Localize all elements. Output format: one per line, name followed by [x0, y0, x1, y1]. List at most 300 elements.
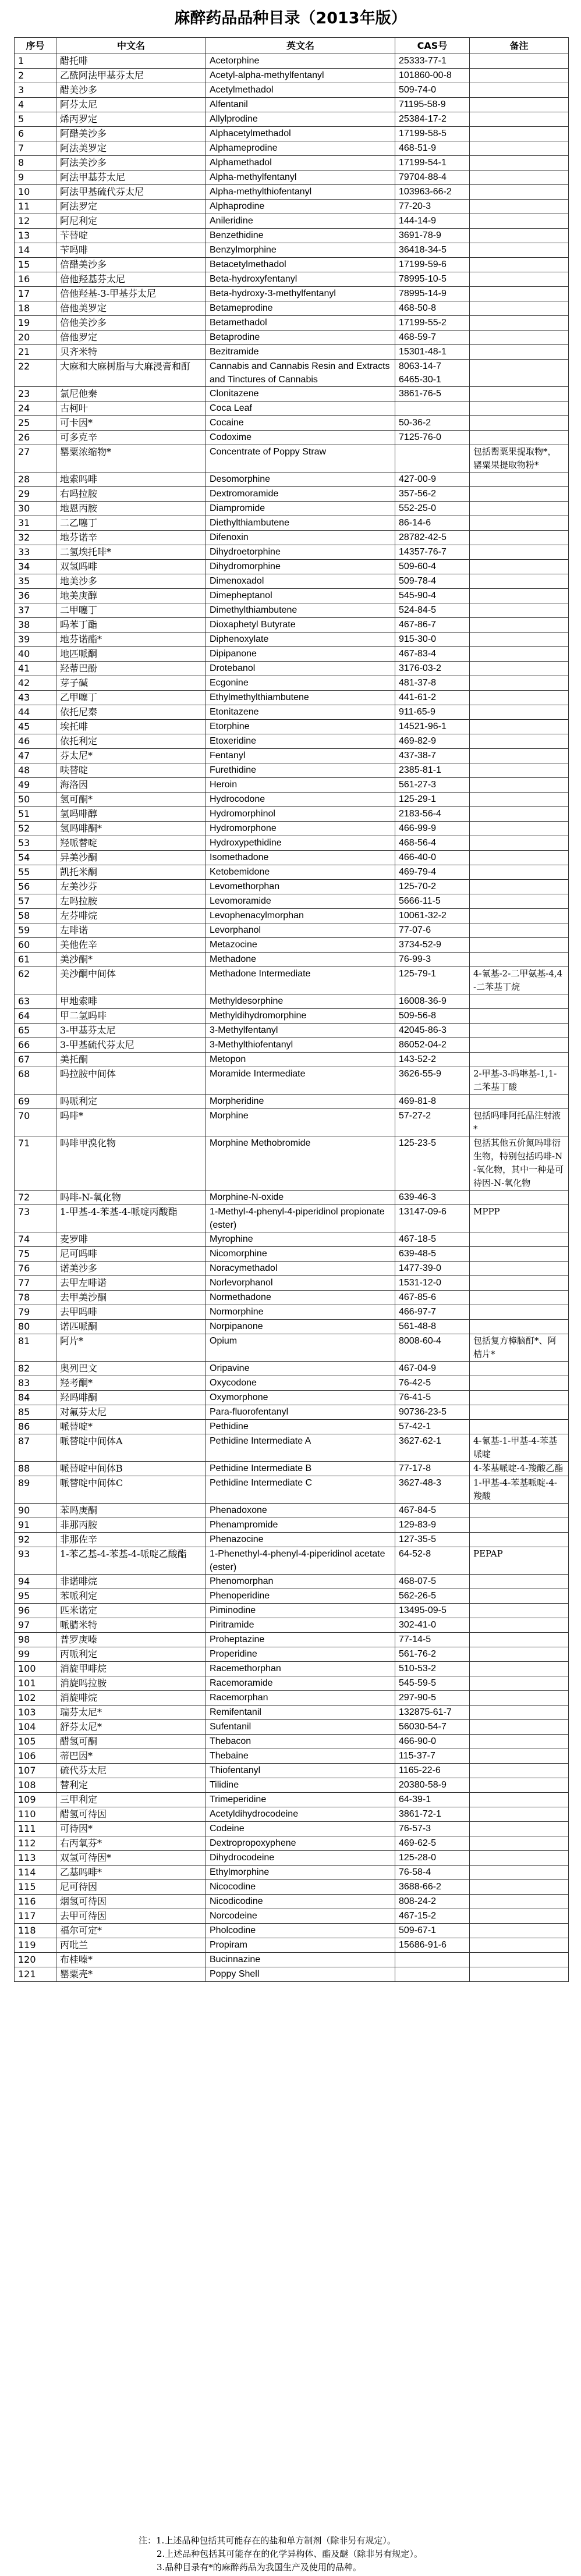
- row-remarks: [470, 1291, 569, 1305]
- row-remarks: [470, 416, 569, 431]
- row-cas: 302-41-0: [395, 1618, 470, 1633]
- footnote-3: 3.品种目录有*的麻醉药品为我国生产及使用的品种。: [157, 2562, 362, 2573]
- row-english-name: 1-Methyl-4-phenyl-4-piperidinol propionate (ester): [206, 1205, 395, 1232]
- row-serial: 86: [15, 1420, 56, 1434]
- table-row: [15, 633, 569, 647]
- table-row: [15, 360, 569, 387]
- row-remarks: [470, 301, 569, 316]
- row-cas: 76-58-4: [395, 1866, 470, 1880]
- row-chinese-name: 哌替啶中间体A: [56, 1434, 206, 1462]
- row-serial: 109: [15, 1793, 56, 1807]
- row-remarks: [470, 1362, 569, 1376]
- table-row: [15, 416, 569, 431]
- table-row: [15, 691, 569, 705]
- row-english-name: Etorphine: [206, 720, 395, 734]
- row-english-name: Phenadoxone: [206, 1504, 395, 1518]
- row-cas: 911-65-9: [395, 705, 470, 720]
- row-cas: 57-27-2: [395, 1109, 470, 1136]
- row-remarks: [470, 1305, 569, 1320]
- row-chinese-name: 尼可待因: [56, 1880, 206, 1895]
- row-chinese-name: 消旋吗拉胺: [56, 1676, 206, 1691]
- row-cas: 468-50-8: [395, 301, 470, 316]
- row-remarks: [470, 360, 569, 387]
- table-row: [15, 545, 569, 560]
- row-chinese-name: 阿醋美沙多: [56, 127, 206, 141]
- row-remarks: [470, 1589, 569, 1604]
- table-row: [15, 560, 569, 574]
- footnote-1: 注：1.上述品种包括其可能存在的盐和单方制剂（除非另有规定）。: [139, 2535, 396, 2546]
- row-cas: 50-36-2: [395, 416, 470, 431]
- row-chinese-name: 美托酮: [56, 1053, 206, 1067]
- row-remarks: [470, 851, 569, 865]
- row-serial: 16: [15, 272, 56, 287]
- row-serial: 30: [15, 502, 56, 516]
- row-remarks: [470, 127, 569, 141]
- row-serial: 22: [15, 360, 56, 387]
- row-remarks: [470, 574, 569, 589]
- row-chinese-name: 美沙酮*: [56, 953, 206, 967]
- row-remarks: [470, 923, 569, 938]
- row-chinese-name: 阿片*: [56, 1334, 206, 1362]
- row-serial: 114: [15, 1866, 56, 1880]
- table-row: [15, 1749, 569, 1764]
- row-serial: 11: [15, 200, 56, 214]
- row-english-name: Oxymorphone: [206, 1391, 395, 1405]
- row-english-name: Piminodine: [206, 1604, 395, 1618]
- row-english-name: Codeine: [206, 1822, 395, 1836]
- table-row: [15, 749, 569, 763]
- row-remarks: [470, 1024, 569, 1038]
- row-cas: 90736-23-5: [395, 1405, 470, 1420]
- row-cas: 20380-58-9: [395, 1778, 470, 1793]
- row-serial: 111: [15, 1822, 56, 1836]
- row-english-name: Alfentanil: [206, 98, 395, 112]
- row-english-name: Betameprodine: [206, 301, 395, 316]
- row-cas: 77-17-8: [395, 1462, 470, 1476]
- row-chinese-name: 吗啡*: [56, 1109, 206, 1136]
- row-serial: 66: [15, 1038, 56, 1053]
- row-serial: 100: [15, 1662, 56, 1676]
- row-english-name: Tilidine: [206, 1778, 395, 1793]
- row-english-name: Phenomorphan: [206, 1575, 395, 1589]
- row-cas: 561-48-8: [395, 1320, 470, 1334]
- row-serial: 65: [15, 1024, 56, 1038]
- row-chinese-name: 非那佐辛: [56, 1533, 206, 1547]
- row-cas: 125-79-1: [395, 967, 470, 994]
- table-row: [15, 1720, 569, 1735]
- table-row: [15, 1009, 569, 1024]
- row-cas: 3627-62-1: [395, 1434, 470, 1462]
- row-cas: [395, 1953, 470, 1967]
- row-remarks: [470, 1735, 569, 1749]
- table-row: [15, 472, 569, 487]
- row-chinese-name: 乙酰阿法甲基芬太尼: [56, 69, 206, 83]
- row-remarks: [470, 1009, 569, 1024]
- row-serial: 43: [15, 691, 56, 705]
- row-cas: 469-62-5: [395, 1836, 470, 1851]
- row-chinese-name: 哌替啶中间体C: [56, 1476, 206, 1504]
- row-remarks: [470, 633, 569, 647]
- row-remarks: [470, 1232, 569, 1247]
- row-serial: 80: [15, 1320, 56, 1334]
- row-remarks: [470, 1038, 569, 1053]
- row-chinese-name: 二氢埃托啡*: [56, 545, 206, 560]
- row-cas: 77-07-6: [395, 923, 470, 938]
- row-cas: 510-53-2: [395, 1662, 470, 1676]
- row-serial: 37: [15, 603, 56, 618]
- row-cas: 3861-72-1: [395, 1807, 470, 1822]
- row-english-name: Alpha-methylfentanyl: [206, 170, 395, 185]
- table-row: [15, 127, 569, 141]
- table-row: [15, 923, 569, 938]
- row-serial: 12: [15, 214, 56, 229]
- row-cas: 103963-66-2: [395, 185, 470, 200]
- row-cas: 467-83-4: [395, 647, 470, 662]
- row-serial: 32: [15, 531, 56, 545]
- row-english-name: Dipipanone: [206, 647, 395, 662]
- table-row: [15, 214, 569, 229]
- table-row: [15, 1504, 569, 1518]
- row-chinese-name: 倍他罗定: [56, 331, 206, 345]
- table-row: [15, 967, 569, 994]
- table-row: [15, 487, 569, 502]
- table-row: [15, 1575, 569, 1589]
- row-chinese-name: 去甲可待因: [56, 1909, 206, 1924]
- row-chinese-name: 倍他美沙多: [56, 316, 206, 331]
- row-english-name: Phenazocine: [206, 1533, 395, 1547]
- row-remarks: [470, 1533, 569, 1547]
- row-chinese-name: 地芬诺酯*: [56, 633, 206, 647]
- row-cas: 42045-86-3: [395, 1024, 470, 1038]
- table-row: [15, 1305, 569, 1320]
- row-cas: 76-42-5: [395, 1376, 470, 1391]
- row-cas: 3626-55-9: [395, 1067, 470, 1095]
- row-serial: 25: [15, 416, 56, 431]
- table-row: [15, 720, 569, 734]
- row-cas: 481-37-8: [395, 676, 470, 691]
- row-chinese-name: 普罗庚嗪: [56, 1633, 206, 1647]
- row-english-name: Morpheridine: [206, 1095, 395, 1109]
- row-serial: 50: [15, 793, 56, 807]
- row-english-name: Para-fluorofentanyl: [206, 1405, 395, 1420]
- row-chinese-name: 双氢可待因*: [56, 1851, 206, 1866]
- row-chinese-name: 双氢吗啡: [56, 560, 206, 574]
- table-row: [15, 778, 569, 793]
- header-serial: 序号: [15, 38, 56, 54]
- row-english-name: Hydroxypethidine: [206, 836, 395, 851]
- row-remarks: [470, 734, 569, 749]
- row-cas: 1477-39-0: [395, 1262, 470, 1276]
- table-row: [15, 431, 569, 445]
- row-serial: 35: [15, 574, 56, 589]
- row-remarks: 4-氰基-1-甲基-4-苯基哌啶: [470, 1434, 569, 1462]
- row-cas: 808-24-2: [395, 1895, 470, 1909]
- row-english-name: Alphaprodine: [206, 200, 395, 214]
- row-english-name: Desomorphine: [206, 472, 395, 487]
- row-english-name: Anileridine: [206, 214, 395, 229]
- row-remarks: [470, 1420, 569, 1434]
- row-cas: 7125-76-0: [395, 431, 470, 445]
- table-row: [15, 1420, 569, 1434]
- row-serial: 7: [15, 141, 56, 156]
- row-serial: 54: [15, 851, 56, 865]
- row-serial: 95: [15, 1589, 56, 1604]
- row-remarks: [470, 472, 569, 487]
- row-serial: 72: [15, 1191, 56, 1205]
- row-cas: 552-25-0: [395, 502, 470, 516]
- row-remarks: [470, 1778, 569, 1793]
- row-english-name: Thebacon: [206, 1735, 395, 1749]
- table-row: [15, 531, 569, 545]
- row-serial: 13: [15, 229, 56, 243]
- table-row: [15, 1662, 569, 1676]
- table-row: [15, 1533, 569, 1547]
- row-cas: 14521-96-1: [395, 720, 470, 734]
- row-english-name: Properidine: [206, 1647, 395, 1662]
- row-cas: 86052-04-2: [395, 1038, 470, 1053]
- row-cas: 3627-48-3: [395, 1476, 470, 1504]
- row-chinese-name: 非诺啡烷: [56, 1575, 206, 1589]
- table-row: [15, 516, 569, 531]
- row-english-name: Pethidine Intermediate A: [206, 1434, 395, 1462]
- row-cas: 3688-66-2: [395, 1880, 470, 1895]
- row-remarks: [470, 531, 569, 545]
- row-remarks: 包括吗啡阿托品注射液*: [470, 1109, 569, 1136]
- footnote-2: 2.上述品种包括其可能存在的化学异构体、酯及醚（除非另有规定）。: [157, 2549, 423, 2559]
- row-serial: 79: [15, 1305, 56, 1320]
- table-row: [15, 589, 569, 603]
- row-remarks: 包括罂粟果提取物*，罂粟果提取物粉*: [470, 445, 569, 472]
- row-english-name: Diampromide: [206, 502, 395, 516]
- row-remarks: [470, 1633, 569, 1647]
- row-remarks: 1-甲基-4-苯基哌啶-4-羧酸: [470, 1476, 569, 1504]
- table-row: [15, 953, 569, 967]
- row-english-name: 3-Methylfentanyl: [206, 1024, 395, 1038]
- table-row: [15, 1232, 569, 1247]
- row-cas: 466-99-9: [395, 822, 470, 836]
- row-english-name: Ecgonine: [206, 676, 395, 691]
- row-remarks: [470, 807, 569, 822]
- row-serial: 120: [15, 1953, 56, 1967]
- row-serial: 108: [15, 1778, 56, 1793]
- row-chinese-name: 乙基吗啡*: [56, 1866, 206, 1880]
- row-cas: 5666-11-5: [395, 894, 470, 909]
- row-serial: 87: [15, 1434, 56, 1462]
- row-serial: 116: [15, 1895, 56, 1909]
- row-english-name: Heroin: [206, 778, 395, 793]
- table-row: [15, 1291, 569, 1305]
- row-english-name: Levomethorphan: [206, 880, 395, 894]
- table-row: [15, 1967, 569, 1982]
- table-row: [15, 1866, 569, 1880]
- row-english-name: Ethylmethylthiambutene: [206, 691, 395, 705]
- row-remarks: [470, 1518, 569, 1533]
- row-chinese-name: 醋美沙多: [56, 83, 206, 98]
- row-english-name: Racemethorphan: [206, 1662, 395, 1676]
- row-serial: 28: [15, 472, 56, 487]
- row-english-name: Methadone Intermediate: [206, 967, 395, 994]
- row-chinese-name: 乙甲噻丁: [56, 691, 206, 705]
- row-serial: 57: [15, 894, 56, 909]
- row-remarks: [470, 1191, 569, 1205]
- row-english-name: Benzylmorphine: [206, 243, 395, 258]
- row-english-name: Hydromorphone: [206, 822, 395, 836]
- row-remarks: [470, 1391, 569, 1405]
- table-row: [15, 301, 569, 316]
- row-remarks: [470, 431, 569, 445]
- row-remarks: [470, 1909, 569, 1924]
- row-chinese-name: 美他佐辛: [56, 938, 206, 953]
- row-cas: 545-59-5: [395, 1676, 470, 1691]
- row-remarks: [470, 1320, 569, 1334]
- row-remarks: [470, 1866, 569, 1880]
- row-chinese-name: 倍他美罗定: [56, 301, 206, 316]
- row-chinese-name: 羟蒂巴酚: [56, 662, 206, 676]
- row-chinese-name: 贝齐米特: [56, 345, 206, 360]
- header-english-name: 英文名: [206, 38, 395, 54]
- row-remarks: [470, 691, 569, 705]
- row-cas: 468-51-9: [395, 141, 470, 156]
- row-serial: 106: [15, 1749, 56, 1764]
- row-cas: 466-90-0: [395, 1735, 470, 1749]
- row-cas: 28782-42-5: [395, 531, 470, 545]
- row-english-name: 1-Phenethyl-4-phenyl-4-piperidinol acetate (ester): [206, 1547, 395, 1575]
- row-serial: 3: [15, 83, 56, 98]
- row-remarks: [470, 1662, 569, 1676]
- row-remarks: [470, 258, 569, 272]
- row-cas: 77-20-3: [395, 200, 470, 214]
- row-cas: 15301-48-1: [395, 345, 470, 360]
- row-chinese-name: 阿法甲基芬太尼: [56, 170, 206, 185]
- table-row: [15, 170, 569, 185]
- row-chinese-name: 烟氢可待因: [56, 1895, 206, 1909]
- row-chinese-name: 尼可吗啡: [56, 1247, 206, 1262]
- table-row: [15, 1053, 569, 1067]
- row-cas: 77-14-5: [395, 1633, 470, 1647]
- row-chinese-name: 地芬诺辛: [56, 531, 206, 545]
- row-chinese-name: 奥列巴文: [56, 1362, 206, 1376]
- row-remarks: [470, 1706, 569, 1720]
- row-english-name: Acetyl-alpha-methylfentanyl: [206, 69, 395, 83]
- row-remarks: [470, 1618, 569, 1633]
- row-remarks: [470, 763, 569, 778]
- row-serial: 58: [15, 909, 56, 923]
- row-serial: 24: [15, 401, 56, 416]
- table-row: [15, 1836, 569, 1851]
- row-remarks: [470, 287, 569, 301]
- row-chinese-name: 哌替啶中间体B: [56, 1462, 206, 1476]
- row-serial: 68: [15, 1067, 56, 1095]
- table-row: [15, 1038, 569, 1053]
- row-chinese-name: 埃托啡: [56, 720, 206, 734]
- row-serial: 6: [15, 127, 56, 141]
- row-serial: 71: [15, 1136, 56, 1191]
- row-chinese-name: 左啡诺: [56, 923, 206, 938]
- row-chinese-name: 异美沙酮: [56, 851, 206, 865]
- row-chinese-name: 1-甲基-4-苯基-4-哌啶丙酸酯: [56, 1205, 206, 1232]
- table-row: [15, 1109, 569, 1136]
- row-cas: 125-29-1: [395, 793, 470, 807]
- row-chinese-name: 甲二氢吗啡: [56, 1009, 206, 1024]
- row-cas: 437-38-7: [395, 749, 470, 763]
- table-row: [15, 1276, 569, 1291]
- row-chinese-name: 二甲噻丁: [56, 603, 206, 618]
- row-remarks: [470, 545, 569, 560]
- row-serial: 23: [15, 387, 56, 401]
- row-english-name: Myrophine: [206, 1232, 395, 1247]
- row-english-name: Alphacetylmethadol: [206, 127, 395, 141]
- row-remarks: [470, 1822, 569, 1836]
- row-chinese-name: 依托尼秦: [56, 705, 206, 720]
- row-chinese-name: 羟考酮*: [56, 1376, 206, 1391]
- row-serial: 41: [15, 662, 56, 676]
- row-chinese-name: 醋氢可酮: [56, 1735, 206, 1749]
- row-chinese-name: 去甲左啡诺: [56, 1276, 206, 1291]
- row-remarks: 4-苯基哌啶-4-羧酸乙酯: [470, 1462, 569, 1476]
- row-cas: 468-07-5: [395, 1575, 470, 1589]
- row-serial: 75: [15, 1247, 56, 1262]
- table-row: [15, 618, 569, 633]
- row-chinese-name: 苯哌利定: [56, 1589, 206, 1604]
- row-english-name: Acetylmethadol: [206, 83, 395, 98]
- row-remarks: [470, 865, 569, 880]
- row-english-name: Ethylmorphine: [206, 1866, 395, 1880]
- row-cas: 13495-09-5: [395, 1604, 470, 1618]
- row-cas: 357-56-2: [395, 487, 470, 502]
- row-cas: 57-42-1: [395, 1420, 470, 1434]
- row-remarks: [470, 502, 569, 516]
- row-remarks: [470, 749, 569, 763]
- row-remarks: [470, 1095, 569, 1109]
- row-english-name: Metopon: [206, 1053, 395, 1067]
- row-english-name: Furethidine: [206, 763, 395, 778]
- row-remarks: [470, 778, 569, 793]
- row-english-name: Cocaine: [206, 416, 395, 431]
- row-chinese-name: 哌替啶*: [56, 1420, 206, 1434]
- row-remarks: [470, 1504, 569, 1518]
- row-remarks: [470, 401, 569, 416]
- row-cas: 10061-32-2: [395, 909, 470, 923]
- row-serial: 103: [15, 1706, 56, 1720]
- row-chinese-name: 左芬啡烷: [56, 909, 206, 923]
- row-english-name: Beta-hydroxy-3-methylfentanyl: [206, 287, 395, 301]
- row-serial: 59: [15, 923, 56, 938]
- row-remarks: [470, 516, 569, 531]
- row-chinese-name: 阿法罗定: [56, 200, 206, 214]
- row-remarks: [470, 1247, 569, 1262]
- row-english-name: Dextropropoxyphene: [206, 1836, 395, 1851]
- row-english-name: Concentrate of Poppy Straw: [206, 445, 395, 472]
- row-chinese-name: 烯丙罗定: [56, 112, 206, 127]
- row-remarks: [470, 836, 569, 851]
- row-remarks: [470, 994, 569, 1009]
- row-serial: 61: [15, 953, 56, 967]
- table-row: [15, 1391, 569, 1405]
- row-remarks: [470, 229, 569, 243]
- row-chinese-name: 蒂巴因*: [56, 1749, 206, 1764]
- row-chinese-name: 舒芬太尼*: [56, 1720, 206, 1735]
- table-row: [15, 1334, 569, 1362]
- row-english-name: Phenoperidine: [206, 1589, 395, 1604]
- row-cas: 509-56-8: [395, 1009, 470, 1024]
- row-cas: 509-60-4: [395, 560, 470, 574]
- table-row: [15, 1376, 569, 1391]
- row-serial: 98: [15, 1633, 56, 1647]
- row-english-name: Levorphanol: [206, 923, 395, 938]
- row-serial: 89: [15, 1476, 56, 1504]
- row-chinese-name: 吗拉胺中间体: [56, 1067, 206, 1095]
- table-row: [15, 83, 569, 98]
